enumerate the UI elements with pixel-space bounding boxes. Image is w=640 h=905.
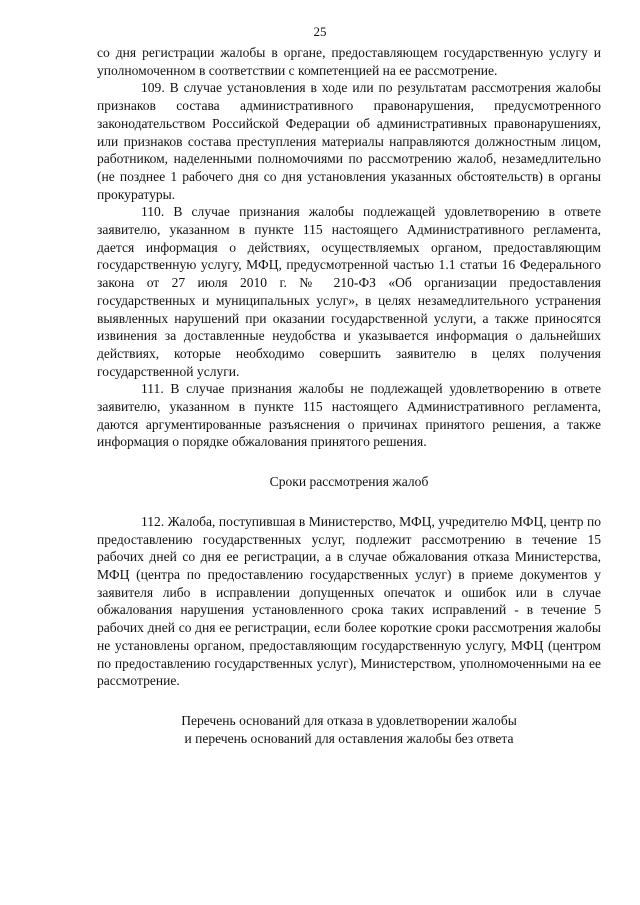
- section-heading-refusal-grounds: [97, 712, 601, 747]
- section-heading-complaint-terms: Сроки рассмотрения жалоб: [269, 474, 429, 490]
- document-body: [97, 44, 601, 747]
- paragraph-110: 110. В случае признания жалобы подлежащей удовлетворению в ответе заявителю, указанном в пункте 115 настоящего Административного регламента, дается информация о действиях, осуществляемых органом, предоставляющим государственную услугу, МФЦ, предусмотренной частью 1.1 статьи 16 Федерального закона от 27 июля 2010 г. № 210-ФЗ «Об организации предоставления государственных и муниципальных услуг», в целях незамедлительного устранения выявленных нарушений при оказании государственной услуги, а также приносятся извинения за доставленные неудобства и указывается информация о дальнейших действиях, которые необходимо совершить заявителю в целях получения государственной услуги.: [97, 204, 601, 379]
- paragraph-109: 109. В случае установления в ходе или по результатам рассмотрения жалобы признаков состава административного правонарушения, предусмотренного законодательством Российской Федерации об административных правонарушениях, или признаков состава преступления материалы направляются должностным лицом, работником, наделенными полномочиями по рассмотрению жалоб, незамедлительно (не позднее 1 рабочего дня со дня установления указанных обстоятельств) в органы прокуратуры.: [97, 80, 601, 202]
- page-number: 25: [313, 24, 327, 39]
- section-heading-line-1: Перечень оснований для отказа в удовлетворении жалобы: [181, 712, 517, 728]
- section-heading-line-2: и перечень оснований для оставления жалобы без ответа: [184, 730, 514, 746]
- paragraph-112: 112. Жалоба, поступившая в Министерство, МФЦ, учредителю МФЦ, центр по предоставлению государственных услуг, подлежит рассмотрению в течение 15 рабочих дней со дня ее регистрации, а в случае обжалования отказа Министерства, МФЦ (центра по предоставлению государственных услуг) в приеме документов у заявителя либо в исправлении допущенных опечаток и ошибок или в случае обжалования нарушения установленного срока таких исправлений - в течение 5 рабочих дней со дня ее регистрации, если более короткие сроки рассмотрения жалобы не установлены органом, предоставляющим государственную услугу, МФЦ (центром по предоставлению государственных услуг), Министерством, уполномоченными на ее рассмотрение.: [97, 513, 601, 689]
- paragraph-111: 111. В случае признания жалобы не подлежащей удовлетворению в ответе заявителю, указанном в пункте 115 настоящего Административного регламента, даются аргументированные разъяснения о причинах принятого решения, а также информация о порядке обжалования принятого решения.: [97, 381, 601, 450]
- paragraph-continuation: со дня регистрации жалобы в органе, предоставляющем государственную услугу и уполномоченном в соответствии с компетенцией на ее рассмотрение.: [97, 45, 601, 78]
